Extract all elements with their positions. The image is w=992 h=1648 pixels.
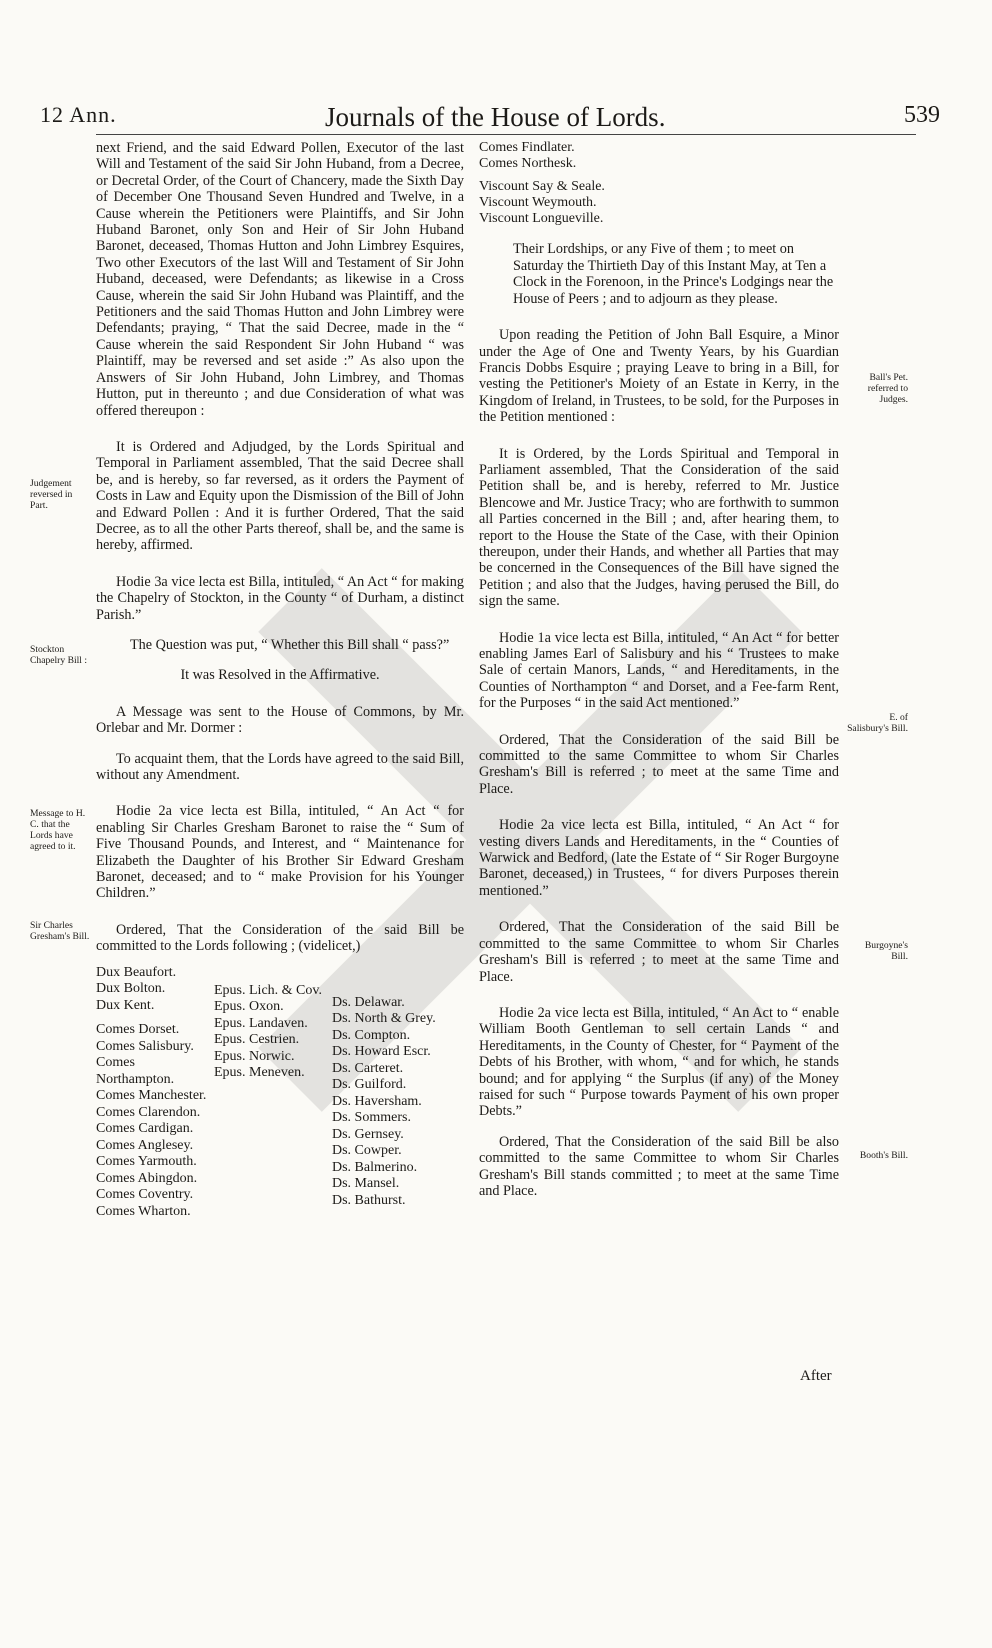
left-column <box>96 140 464 1220</box>
lord-name: Comes Northampton. <box>96 1055 175 1087</box>
lord-name: Epus. Norwic. <box>214 1048 295 1064</box>
lord-name: Comes Anglesey. <box>96 1137 194 1153</box>
lord-name: Comes Abingdon. <box>96 1170 198 1186</box>
names-earls <box>96 965 208 1221</box>
margin-note-stockton: Stockton Chapelry Bill : <box>30 644 88 666</box>
lord-name: Ds. Delawar. <box>332 994 405 1010</box>
paragraph-gresham-bill: Hodie 2a vice lecta est Billa, intituled, “ An Act “ for enabling Sir Charles Gresham Baronet to raise the “ Sum of Five Thousand Pounds, and Interest, and “ Maintenance for Elizabeth the Daughter of his Brother Sir Edward Gresham Baronet, deceased; and to “ make Provision for his Younger Children.” <box>96 803 464 902</box>
lord-name: Comes Dorset. <box>96 1022 180 1038</box>
running-head-regnal-year: 12 Ann. <box>40 102 117 127</box>
right-column <box>479 140 839 1199</box>
paragraph-stockton-bill: Hodie 3a vice lecta est Billa, intituled, “ An Act “ for making the Chapelry of Stockton, in the County “ of Durham, a distinct Parish.” <box>96 573 464 623</box>
lord-name: Comes Clarendon. <box>96 1104 201 1120</box>
lord-name: Dux Kent. <box>96 997 155 1013</box>
lord-name: Ds. Mansel. <box>332 1176 400 1192</box>
lord-name: Dux Beaufort. <box>96 964 177 980</box>
lord-name: Viscount Longueville. <box>479 211 604 227</box>
paragraph-meeting: Their Lordships, or any Five of them ; to meet on Saturday the Thirtieth Day of this Instant May, at Ten a Clock in the Forenoon, in the Prince's Lodgings near the House of Peers ; and to adjourn as they please. <box>513 241 834 307</box>
paragraph-burgoyne-bill: Hodie 2a vice lecta est Billa, intituled, “ An Act “ for vesting divers Lands and Hereditaments, in the “ Counties of Warwick and Bedford, (late the Estate of “ Sir Roger Burgoyne Baronet, deceased,) in Trustees, “ for divers Purposes therein mentioned.” <box>479 817 839 899</box>
lord-name: Comes Northesk. <box>479 156 577 172</box>
lord-name: Ds. Carteret. <box>332 1060 404 1076</box>
paragraph-acquaint: To acquaint them, that the Lords have agreed to the said Bill, without any Amendment. <box>96 750 464 783</box>
lord-name: Ds. Cowper. <box>332 1143 402 1159</box>
paragraph-booth-order: Ordered, That the Consideration of the said Bill be also committed to the same Committee to whom Sir Charles Gresham's Bill stands committed ; to meet at the same Time and Place. <box>479 1133 839 1199</box>
lord-name: Ds. Compton. <box>332 1027 411 1043</box>
paragraph-message: A Message was sent to the House of Commons, by Mr. Orlebar and Mr. Dormer : <box>96 703 464 737</box>
catchword: After <box>800 1368 832 1384</box>
running-head-title: Journals of the House of Lords. <box>325 102 666 132</box>
lord-name: Comes Wharton. <box>96 1203 191 1219</box>
header-rule <box>96 134 916 135</box>
lord-name: Ds. Sommers. <box>332 1110 411 1126</box>
paragraph-booth-bill: Hodie 2a vice lecta est Billa, intituled, “ An Act to “ enable William Booth Gentleman to sell certain Lands “ and Hereditaments, in the County of Chester, for “ Payment of the Debts of his Brother, with whom, “ and for which, he stands bound; and for applying “ the Surplus (if any) of the Money raised for such “ Purpose towards Payment of his own proper Debts.” <box>479 1004 839 1120</box>
lord-name: Comes Yarmouth. <box>96 1154 197 1170</box>
margin-note-message: Message to H. C. that the Lords have agreed to it. <box>30 808 86 852</box>
names-bishops <box>214 983 326 1221</box>
margin-note-booth: Booth's Bill. <box>859 1150 908 1161</box>
lord-name: Epus. Oxon. <box>214 999 284 1015</box>
paragraph-judgement: It is Ordered and Adjudged, by the Lords Spiritual and Temporal in Parliament assembled, That the said Decree shall be, and is hereby, so far reversed, as it orders the Payment of Costs in Law and Equity upon the Dismission of the Bill of John and Edward Pollen : And it is further Ordered, That the said Decree, as to all the other Parts thereof, shall be, and the same is hereby, affirmed. <box>96 438 464 554</box>
lord-name: Ds. North & Grey. <box>332 1011 436 1027</box>
lord-name: Epus. Meneven. <box>214 1065 305 1081</box>
margin-note-judgement: Judgement reversed in Part. <box>30 478 73 511</box>
lord-name: Viscount Say & Seale. <box>479 178 605 194</box>
paragraph-ball-order: It is Ordered, by the Lords Spiritual and Temporal in Parliament assembled, That the Consideration of the said Petition shall be, and is hereby, referred to Mr. Justice Blencowe and Mr. Justice Tracy; who are forthwith to summon all Parties concerned in the Bill ; and, after hearing them, to report to the House the State of the Case, with their Opinion thereupon, under their Hands, and whether all Parties that may be concerned in the Consequences of the Bill have signed the Petition ; and also that the Judges, having perused the Bill, do sign the same. <box>479 445 839 610</box>
paragraph-ball-petition: Upon reading the Petition of John Ball Esquire, a Minor under the Age of One and Twenty Years, by his Guardian Francis Dobbs Esquire ; praying Leave to bring in a Bill, for vesting the Petitioner's Moiety of an Estate in Kerry, in the Kingdom of Ireland, in Trustees, to be sold, for the Purposes in the Petition mentioned : <box>479 327 839 426</box>
lord-name: Ds. Howard Escr. <box>332 1044 431 1060</box>
paragraph-resolved: It was Resolved in the Affirmative. <box>180 667 380 684</box>
paragraph-salisbury-order: Ordered, That the Consideration of the said Bill be committed to the same Committee to whom Sir Charles Gresham's Bill is referred ; to meet at the same Time and Place. <box>479 731 839 797</box>
paragraph-gresham-order: Ordered, That the Consideration of the said Bill be committed to the Lords following ; (videlicet,) <box>96 921 464 955</box>
lord-name: Ds. Bathurst. <box>332 1192 406 1208</box>
paragraph-burgoyne-order: Ordered, That the Consideration of the said Bill be committed to the same Committee to whom Sir Charles Gresham's Bill is referred ; to meet at the same Time and Place. <box>479 919 839 985</box>
lord-name: Viscount Weymouth. <box>479 194 597 210</box>
paragraph-appeal: next Friend, and the said Edward Pollen, Executor of the last Will and Testament of the said Sir John Huband, from a Decree, or Decretal Order, of the Court of Chancery, made the Sixth Day of December One Thousand Seven Hundred and Twelve, in a Cause wherein the Petitioners were Plaintiffs, and Sir John Huband Baronet, only Son and Heir of Sir John Huband Baronet, deceased, Thomas Hutton and John Limbrey Esquires, Two other Executors of the last Will and Testament of Sir John Huband, deceased, were Defendants; as likewise in a Cross Cause, wherein the said Sir John Huband was Plaintiff, and the Petitioners and the said Thomas Hutton and John Limbrey were Defendants; praying, “ That the said Decree, made in the “ Cause wherein the said Respondent Sir John Huband “ was Plaintiff, may be reversed and set aside :” As also upon the Answers of Sir John Huband, John Limbrey, and Thomas Hutton, put in thereunto ; and due Consideration of what was offered thereupon : <box>96 140 464 419</box>
lord-name: Epus. Cestrien. <box>214 1032 300 1048</box>
lord-name: Comes Cardigan. <box>96 1121 194 1137</box>
paragraph-question: The Question was put, “ Whether this Bill shall “ pass?” <box>130 636 450 653</box>
lord-name: Ds. Balmerino. <box>332 1159 418 1175</box>
lord-name: Epus. Lich. & Cov. <box>214 982 322 998</box>
names-barons <box>332 995 452 1221</box>
lord-name: Comes Findlater. <box>479 140 575 155</box>
names-continued <box>479 140 839 227</box>
lord-name: Comes Coventry. <box>96 1187 194 1203</box>
lord-name: Ds. Haversham. <box>332 1093 422 1109</box>
lord-name: Ds. Guilford. <box>332 1077 407 1093</box>
lord-name: Comes Salisbury. <box>96 1038 194 1054</box>
page-number: 539 <box>904 102 940 128</box>
margin-note-burgoyne: Burgoyne's Bill. <box>864 940 908 962</box>
lord-name: Ds. Gernsey. <box>332 1126 404 1142</box>
lord-name: Comes Manchester. <box>96 1088 207 1104</box>
committee-names <box>96 965 464 1221</box>
margin-note-salisbury: E. of Salisbury's Bill. <box>847 712 908 734</box>
paragraph-salisbury-bill: Hodie 1a vice lecta est Billa, intituled, “ An Act “ for better enabling James Earl of Salisbury and his “ Trustees to make Sale of certain Manors, Lands, “ and Hereditaments, in the Counties of Northampton “ and Dorset, and a Fee-farm Rent, for the Purposes “ in the said Act mentioned.” <box>479 629 839 712</box>
lord-name: Dux Bolton. <box>96 981 166 997</box>
lord-name: Epus. Landaven. <box>214 1015 308 1031</box>
margin-note-gresham: Sir Charles Gresham's Bill. <box>30 920 90 942</box>
margin-note-ball: Ball's Pet. referred to Judges. <box>867 372 908 405</box>
